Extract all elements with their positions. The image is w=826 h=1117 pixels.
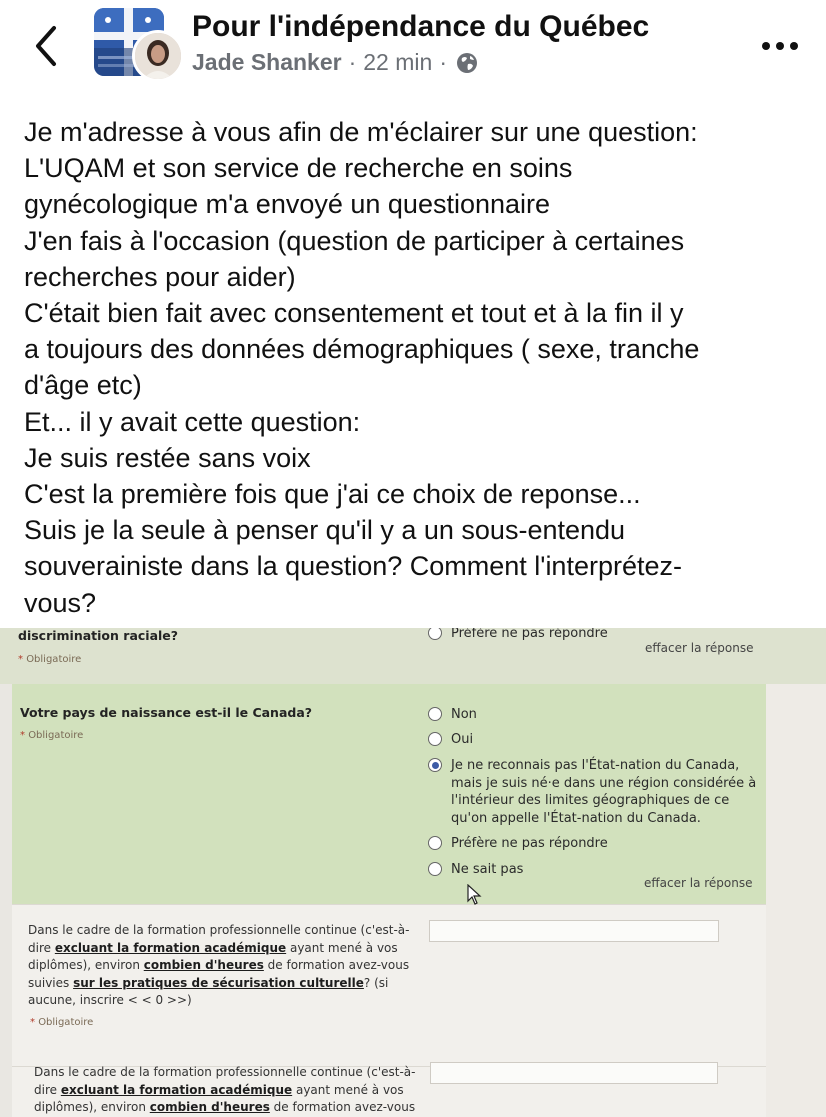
previous-question-label: discrimination raciale?: [18, 628, 179, 643]
radio-button[interactable]: [428, 732, 442, 746]
next-question: Dans le cadre de la formation professionnelle continue (c'est-à- dire excluant la formation académique ayant mené à vos diplômes), environ combien d'heures de formation avez-vous: [34, 1065, 416, 1114]
required-marker: [30, 1017, 93, 1028]
required-marker: [20, 730, 83, 741]
post-line: Je m'adresse à vous afin de m'éclairer sur une question:: [24, 117, 698, 147]
post-line: C'était bien fait avec consentement et tout et à la fin il y: [24, 298, 684, 329]
chevron-left-icon[interactable]: [30, 22, 64, 70]
option-label: Ne sait pas: [451, 862, 524, 877]
post-photo[interactable]: [0, 628, 826, 1117]
required-marker: [18, 654, 81, 665]
option-label: Non: [451, 707, 477, 722]
post-line: souverainiste dans la question? Comment l'interprétez-: [24, 551, 682, 582]
option-label: Préfère ne pas répondre: [451, 628, 608, 641]
required-text: Obligatoire: [26, 654, 82, 665]
group-name[interactable]: Pour l'indépendance du Québec: [192, 10, 650, 43]
post-header: [0, 0, 826, 95]
author-avatar[interactable]: [132, 30, 184, 82]
post-line: J'en fais à l'occasion (question de participer à certaines: [24, 225, 685, 256]
post-meta: [192, 49, 478, 76]
post-line: Et... il y avait cette question:: [24, 406, 361, 437]
more-options-icon[interactable]: [760, 36, 800, 56]
mouse-cursor-icon: [466, 884, 482, 906]
page-margin: [766, 684, 826, 1117]
radio-button-selected[interactable]: [428, 758, 442, 772]
meta-separator: ·: [348, 49, 357, 75]
option-label: Oui: [451, 732, 474, 747]
clear-answer-link[interactable]: effacer la réponse: [644, 876, 753, 890]
radio-option-ne-sait-pas[interactable]: [428, 861, 523, 879]
post-line: Suis je la seule à penser qu'il y a un sous-entendu: [24, 515, 626, 546]
training-hours-question: Dans le cadre de la formation professionnelle continue (c'est-à- dire excluant la formation académique ayant mené à vos diplômes), environ combien d'heures de formation avez-vous suivies sur les pratiques de sécurisation culturelle? (si aucune, inscrire < < 0 >>): [28, 923, 410, 1007]
clear-answer-link[interactable]: effacer la réponse: [645, 641, 754, 655]
author-name[interactable]: Jade Shanker: [192, 49, 342, 75]
required-star: *: [20, 730, 25, 741]
post-line: recherches pour aider): [24, 261, 296, 292]
radio-button[interactable]: [428, 862, 442, 876]
post-time[interactable]: 22 min: [363, 49, 433, 75]
radio-option-non[interactable]: [428, 706, 477, 724]
required-text: Obligatoire: [38, 1017, 94, 1028]
globe-icon: [456, 52, 478, 74]
radio-option[interactable]: [428, 628, 608, 643]
radio-option-prefere-ne-pas-repondre[interactable]: [428, 835, 608, 853]
post-line: vous?: [24, 587, 97, 618]
question-label: Votre pays de naissance est-il le Canada?: [20, 705, 313, 720]
group-avatar[interactable]: [94, 8, 170, 78]
radio-button[interactable]: [428, 628, 442, 640]
required-star: *: [30, 1017, 35, 1028]
post-line: a toujours des données démographiques ( sexe, tranche: [24, 334, 700, 365]
required-star: *: [18, 654, 23, 665]
post-line: Je suis restée sans voix: [24, 442, 311, 473]
required-text: Obligatoire: [28, 730, 84, 741]
training-hours-input[interactable]: [429, 920, 719, 942]
post-body: [24, 114, 814, 621]
post-line: C'est la première fois que j'ai ce choix de reponse...: [24, 479, 641, 510]
option-label: Préfère ne pas répondre: [451, 836, 608, 851]
post-line: gynécologique m'a envoyé un questionnaire: [24, 189, 551, 220]
radio-button[interactable]: [428, 707, 442, 721]
option-label: Je ne reconnais pas l'État-nation du Canada, mais je suis né·e dans une région considérée à l'intérieur des limites géographiques de ce qu'on appelle l'État-nation du Canada.: [451, 758, 757, 826]
radio-button[interactable]: [428, 836, 442, 850]
meta-separator: ·: [439, 49, 447, 75]
post-line: L'UQAM et son service de recherche en soins: [24, 153, 573, 184]
radio-option-oui[interactable]: [428, 731, 473, 749]
next-question-input[interactable]: [430, 1062, 718, 1084]
radio-option-je-ne-reconnais-pas[interactable]: [428, 757, 756, 827]
post-line: d'âge etc): [24, 370, 142, 401]
